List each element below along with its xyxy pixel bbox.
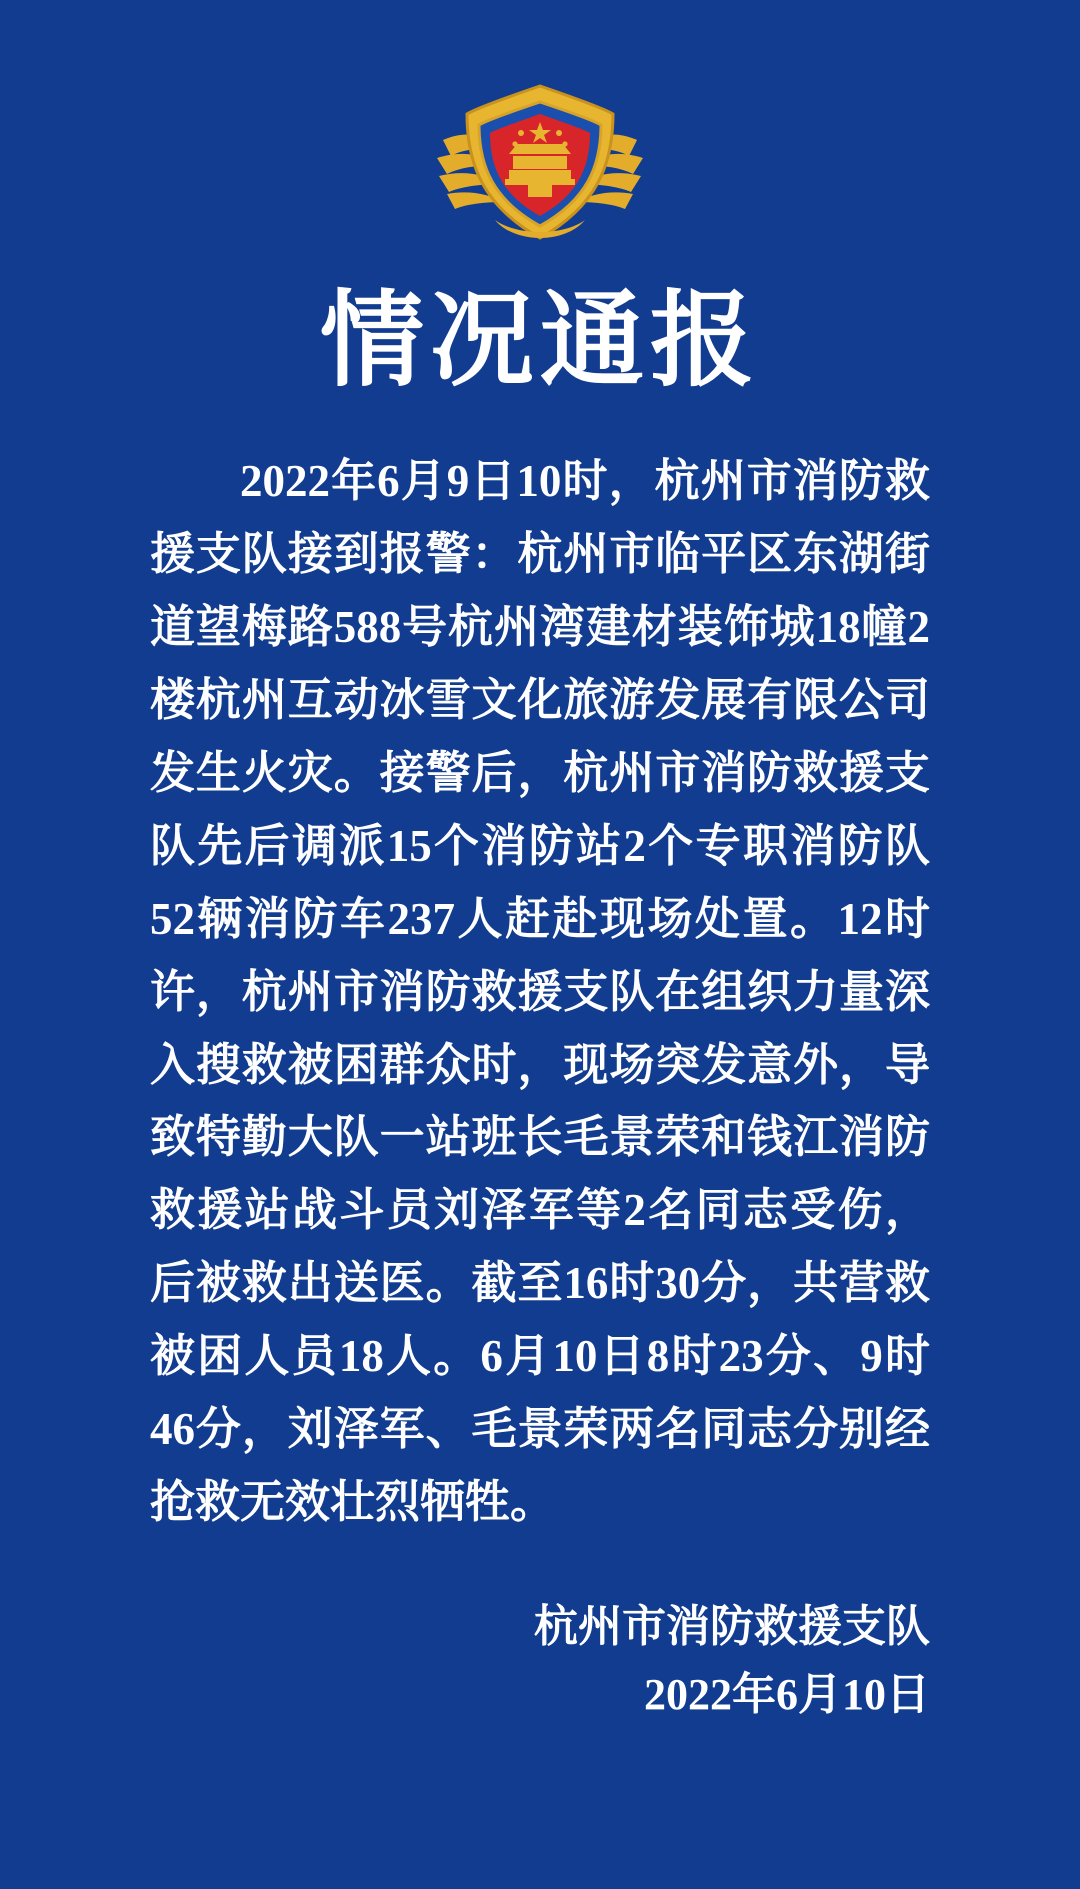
notice-body: 2022年6月9日10时，杭州市消防救援支队接到报警：杭州市临平区东湖街道望梅路588号杭州湾建材装饰城18幢2楼杭州互动冰雪文化旅游发展有限公司发生火灾。接警后，杭州市消防救援支队先后调派15个消防站2个专职消防队52辆消防车237人赶赴现场处置。12时许，杭州市消防救援支队在组织力量深入搜救被困群众时，现场突发意外，导致特勤大队一站班长毛景荣和钱江消防救援站战斗员刘泽军等2名同志受伤，后被救出送医。截至16时30分，共营救被困人员18人。6月10日8时23分、9时46分，刘泽军、毛景荣两名同志分别经抢救无效壮烈牺牲。	[150, 456, 930, 1527]
signature-organization: 杭州市消防救援支队	[534, 1601, 930, 1651]
page-title: 情况通报	[319, 284, 760, 399]
china-fire-rescue-emblem-icon	[425, 78, 655, 253]
signature-block	[150, 1591, 930, 1727]
signature-date: 2022年6月10日	[644, 1669, 930, 1719]
